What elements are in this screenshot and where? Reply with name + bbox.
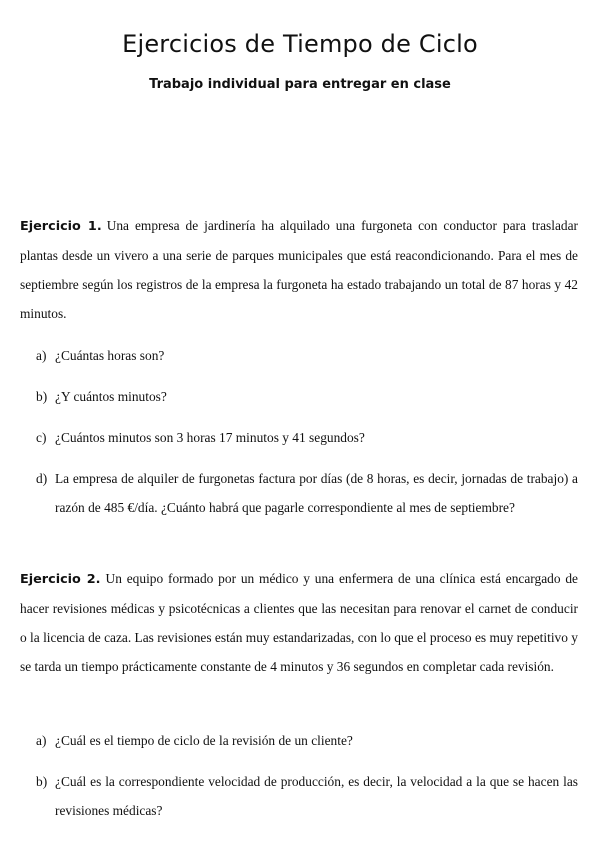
exercise-2-item-a bbox=[36, 726, 578, 755]
item-text: ¿Cuál es el tiempo de ciclo de la revisión de un cliente? bbox=[55, 733, 353, 748]
exercise-1-text: Una empresa de jardinería ha alquilado una furgoneta con conductor para trasladar plantas desde un vivero a una serie de parques municipales que está reacondicionando. Para el mes de septiembre según los registros de la empresa la furgoneta ha estado trabajando un total de 87 horas y 42 minutos. bbox=[20, 218, 578, 321]
exercise-2-text: Un equipo formado por un médico y una enfermera de una clínica está encargado de hacer revisiones médicas y psicotécnicas a clientes que las necesitan para renovar el carnet de conducir o la licencia de caza. Las revisiones están muy estandarizadas, con lo que el proceso es muy repetitivo y se tarda un tiempo prácticamente constante de 4 minutos y 36 segundos en completar cada revisión. bbox=[20, 571, 578, 674]
item-text: ¿Cuántas horas son? bbox=[55, 348, 165, 363]
item-marker: a) bbox=[36, 348, 47, 363]
exercise-2-item-b bbox=[36, 767, 578, 825]
item-marker: b) bbox=[36, 774, 48, 789]
exercise-1-statement bbox=[20, 211, 578, 328]
item-text: La empresa de alquiler de furgonetas factura por días (de 8 horas, es decir, jornadas de trabajo) a razón de 485 €/día. ¿Cuánto habrá que pagarle correspondiente al mes de septiembre? bbox=[55, 471, 578, 515]
item-text: ¿Cuál es la correspondiente velocidad de producción, es decir, la velocidad a la que se hacen las revisiones médicas? bbox=[55, 774, 578, 818]
exercise-1-item-d bbox=[36, 464, 578, 522]
exercise-2-label: Ejercicio 2. bbox=[20, 572, 101, 587]
exercise-1-item-c bbox=[36, 423, 578, 452]
document-title: Ejercicios de Tiempo de Ciclo bbox=[122, 30, 478, 58]
item-marker: d) bbox=[36, 471, 48, 486]
exercise-1-item-b bbox=[36, 382, 578, 411]
document-subtitle: Trabajo individual para entregar en clase bbox=[149, 77, 451, 92]
exercise-2-statement bbox=[20, 564, 578, 681]
item-marker: a) bbox=[36, 733, 47, 748]
item-text: ¿Cuántos minutos son 3 horas 17 minutos y 41 segundos? bbox=[55, 430, 365, 445]
exercise-1-label: Ejercicio 1. bbox=[20, 219, 102, 234]
item-marker: b) bbox=[36, 389, 48, 404]
item-text: ¿Y cuántos minutos? bbox=[55, 389, 167, 404]
item-marker: c) bbox=[36, 430, 47, 445]
exercise-1-item-a bbox=[36, 341, 578, 370]
